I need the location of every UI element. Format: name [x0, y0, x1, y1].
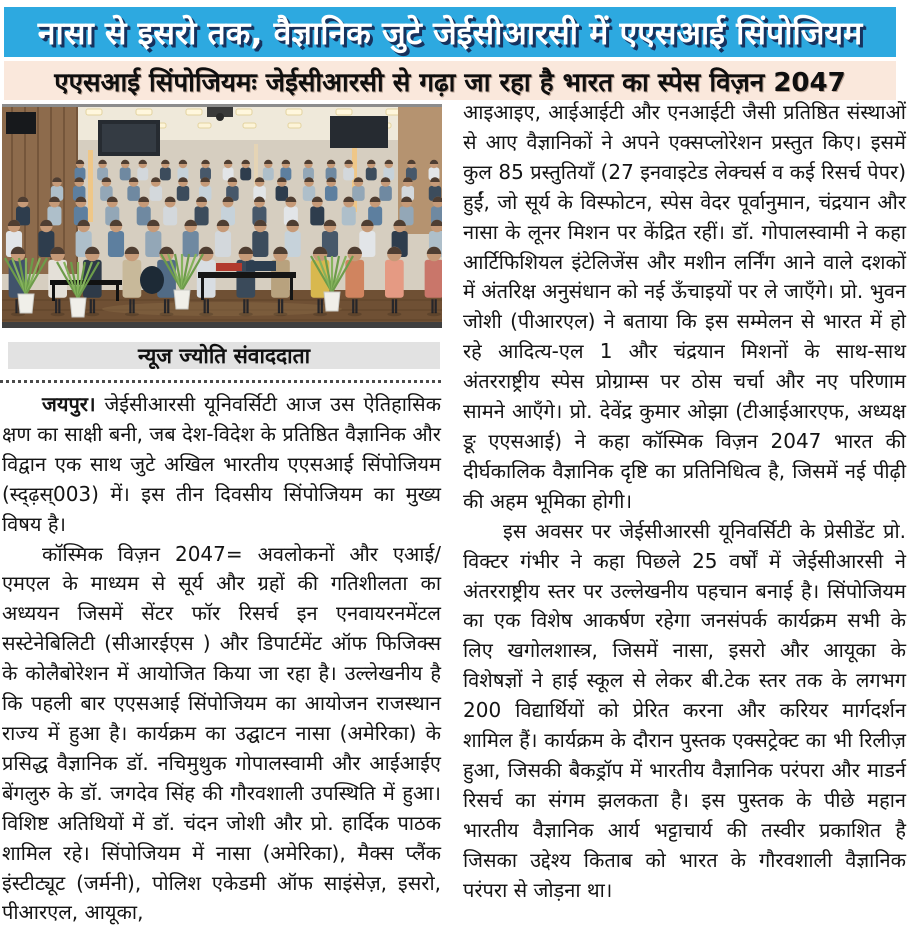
main-headline: नासा से इसरो तक, वैज्ञानिक जुटे जेईसीआरसी में एएसआई सिंपोजियम: [37, 13, 863, 52]
article-paragraph-1: [2, 390, 441, 540]
group-photo-illustration: [2, 104, 442, 328]
dotted-divider: [0, 372, 441, 383]
sub-headline: एएसआई सिंपोजियमः जेईसीआरसी से गढ़ा जा रहा है भारत का स्पेस विज़न 2047: [54, 67, 846, 98]
paragraph-1-text: जेईसीआरसी यूनिवर्सिटी आज उस ऐतिहासिक क्षण का साक्षी बनी, जब देश-विदेश के प्रतिष्ठित वैज्ञानिक और विद्वान एक साथ जुटे अखिल भारतीय एएसआई सिंपोजियम (स्द्ढ़स्003) में। इस तीन दिवसीय सिंपोजियम का मुख्य विषय है।: [2, 392, 441, 536]
dateline: जयपुर।: [42, 392, 96, 416]
byline-bar: [8, 342, 440, 369]
article-paragraph-2: कॉस्मिक विज़न 2047= अवलोकनों और एआई/एमएल के माध्यम से सूर्य और ग्रहों की गतिशीलता का अध्ययन जिसमें सेंटर फॉर रिसर्च इन एनवायरनमेंटल सस्टेनेबिलिटी (सीआरईएस ) और डिपार्टमेंट ऑफ फिजिक्स के कोलैबोरेशन में आयोजित किया जा रहा है। उल्लेखनीय है कि पहली बार एएसआई सिंपोजियम का आयोजन राजस्थान राज्य में हुआ है। कार्यक्रम का उद्घाटन नासा (अमेरिका) के प्रसिद्ध वैज्ञानिक डॉ. नचिमुथुक गोपालस्वामी और आईआईए बेंगलुरु के डॉ. जगदेव सिंह की गौरवशाली उपस्थिति में हुआ। विशिष्ट अतिथियों में डॉ. चंदन जोशी और प्रो. हार्दिक पाठक शामिल रहे। सिंपोजियम में नासा (अमेरिका), मैक्स प्लैंक इंस्टीट्यूट (जर्मनी), पोलिश एकेडमी ऑफ साइंसेज़, इसरो, पीआरएल, आयूका,: [2, 541, 441, 925]
sub-headline-band: [4, 61, 896, 100]
article-column-right: [463, 98, 906, 905]
article-column-left: [2, 390, 441, 928]
article-paragraph-3: आइआइए, आईआईटी और एनआईटी जैसी प्रतिष्ठित संस्थाओं से आए वैज्ञानिकों ने अपने एक्सप्लोरेशन प्रस्तुत किए। इसमें कुल 85 प्रस्तुतियाँ (27 इनवाइटेड लेक्चर्स व कई रिसर्च पेपर) हुईं, जो सूर्य के विस्फोटन, स्पेस वेदर पूर्वानुमान, चंद्रयान और नासा के लूनर मिशन पर केंद्रित रहीं। डॉ. गोपालस्वामी ने कहा आर्टिफिशियल इंटेलिजेंस और मशीन लर्निंग आने वाले दशकों में अंतरिक्ष अनुसंधान को नई ऊँचाइयों पर ले जाएँगे। प्रो. भुवन जोशी (पीआरएल) ने बताया कि इस सम्मेलन से भारत में हो रहे आदित्य-एल 1 और चंद्रयान मिशनों के साथ-साथ अंतरराष्ट्रीय स्पेस प्रोग्राम्स पर ठोस चर्चा और नए परिणाम सामने आएँगे। प्रो. देवेंद्र कुमार ओझा (टीआईआरएफ, अध्यक्ष ङू एएसआई) ने कहा कॉस्मिक विज़न 2047 भारत की दीर्घकालिक वैज्ञानिक दृष्टि का प्रतिनिधित्व है, जिसमें नई पीढ़ी की अहम भूमिका होगी।: [463, 100, 906, 513]
symposium-group-photo: [2, 104, 442, 328]
main-headline-band: [4, 7, 896, 57]
byline-text: न्यूज ज्योति संवाददाता: [137, 343, 311, 368]
article-paragraph-4: इस अवसर पर जेईसीआरसी यूनिवर्सिटी के प्रेसीडेंट प्रो. विक्टर गंभीर ने कहा पिछले 25 वर्षों में जेईसीआरसी ने अंतरराष्ट्रीय स्तर पर उल्लेखनीय पहचान बनाई है। सिंपोजियम का एक विशेष आकर्षण रहेगा जनसंपर्क कार्यक्रम सभी के लिए खगोलशास्त्र, जिसमें नासा, इसरो और आयूका के विशेषज्ञों ने हाई स्कूल से लेकर बी.टेक स्तर तक के लगभग 200 विद्यार्थियों को प्रेरित करना और करियर मार्गदर्शन शामिल हैं। कार्यक्रम के दौरान पुस्तक एक्सट्रेक्ट का भी रिलीज़ हुआ, जिसकी बैकड्रॉप में भारतीय वैज्ञानिक परंपरा और माडर्न रिसर्च का संगम झलकता है। इस पुस्तक के पीछे महान भारतीय वैज्ञानिक आर्य भट्टाचार्य की तस्वीर प्रकाशित है जिसका उद्देश्य किताब को भारत के गौरवशाली वैज्ञानिक परंपरा से जोड़ना था।: [463, 518, 906, 902]
